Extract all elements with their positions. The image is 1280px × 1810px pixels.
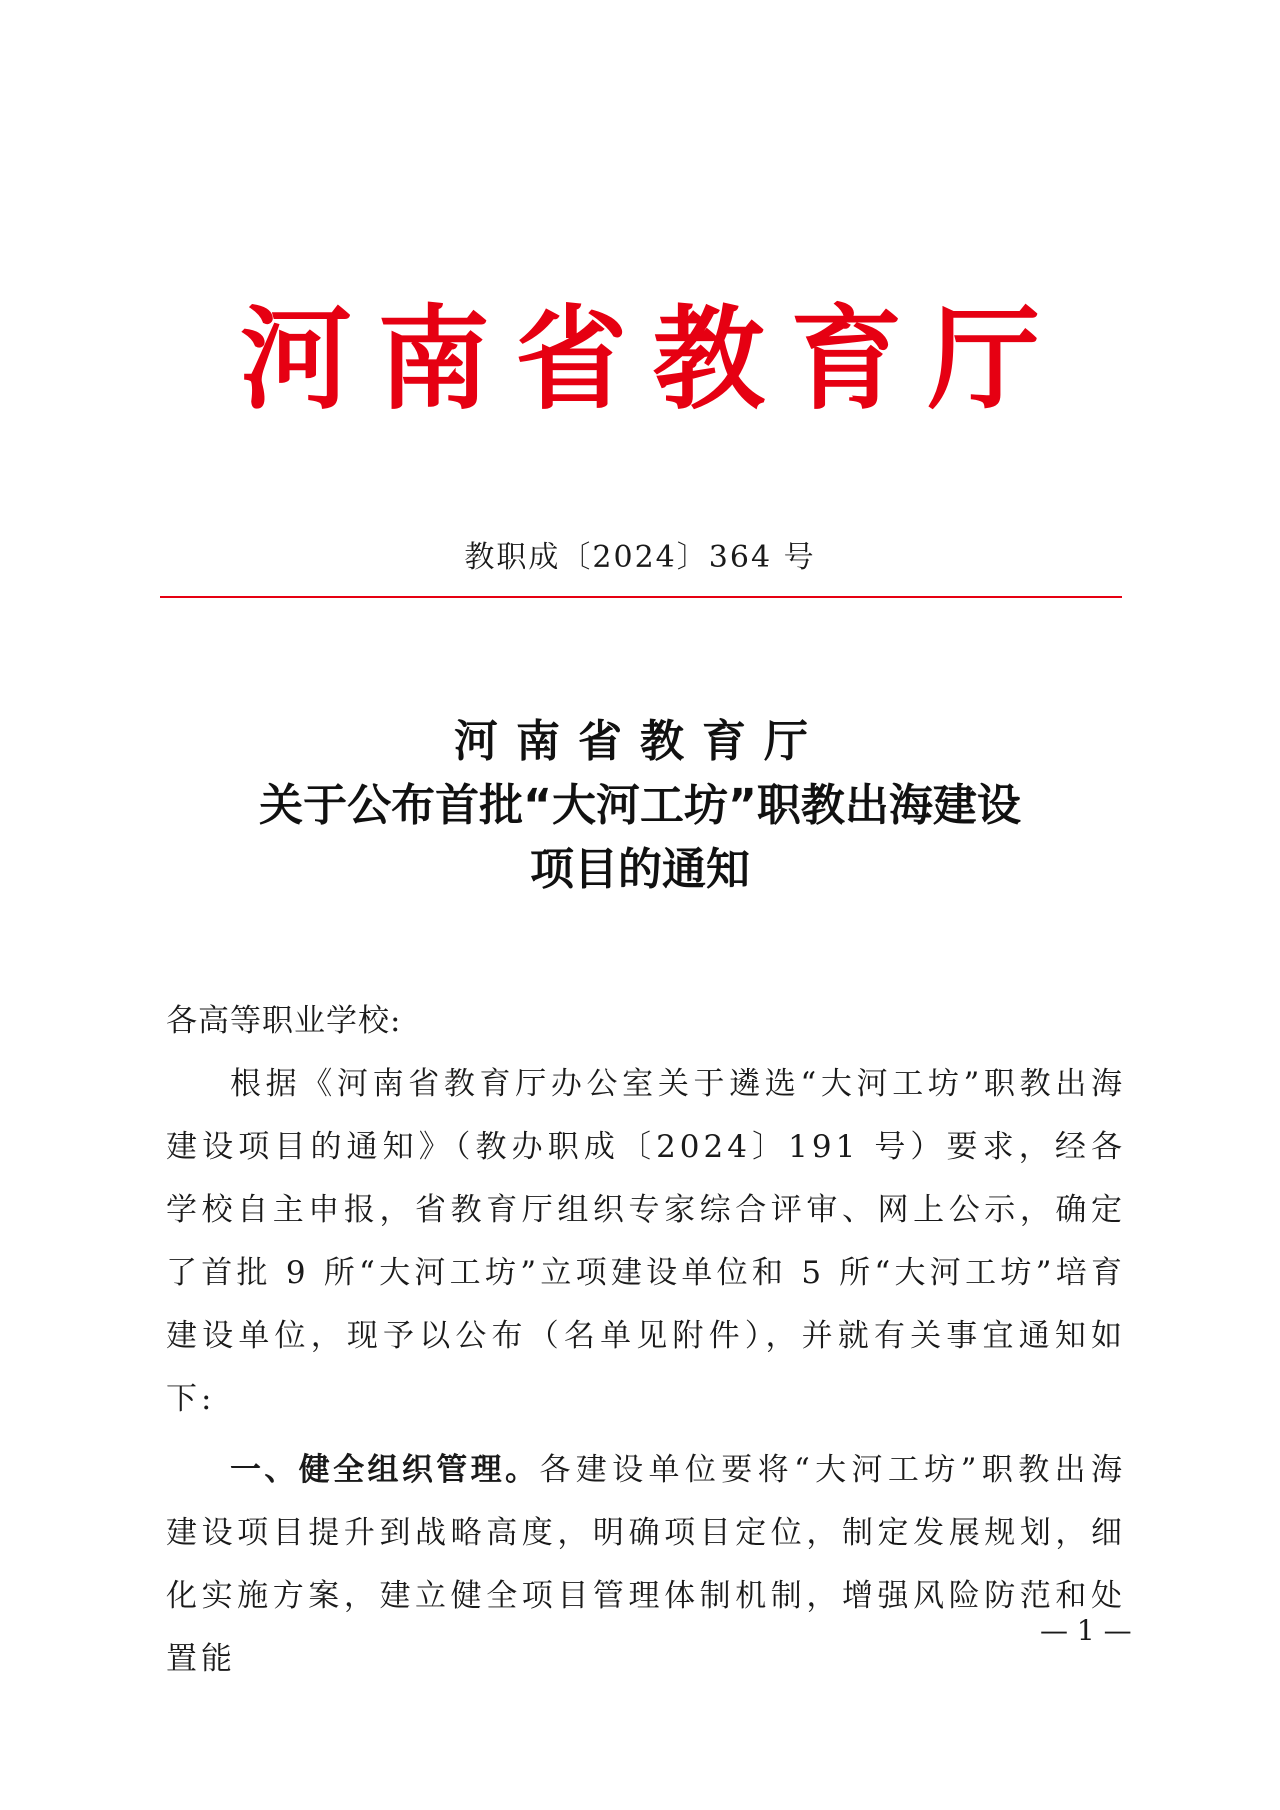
red-divider-rule — [160, 596, 1122, 598]
issuer-masthead — [160, 285, 1120, 435]
title-line-issuer: 河南省教育厅 — [454, 716, 826, 767]
section-text: 各建设单位要将“大河工坊”职教出海建设项目提升到战略高度，明确项目定位，制定发展规划，细化实施方案，建立健全项目管理体制机制，增强风险防范和处置能 — [166, 1452, 1127, 1677]
paragraph-section-1 — [166, 1439, 1126, 1691]
title-line-subject-end: 项目的通知 — [530, 844, 750, 895]
issuer-char: 河 — [240, 294, 352, 425]
paragraph-intro: 根据《河南省教育厅办公室关于遴选“大河工坊”职教出海建设项目的通知》（教办职成〔2024〕191 号）要求，经各学校自主申报，省教育厅组织专家综合评审、网上公示，确定了首批 9 所“大河工坊”立项建设单位和 5 所“大河工坊”培育建设单位，现予以公布（名单见附件），并就有关事宜通知如下: — [166, 1066, 1126, 1417]
document-title — [0, 710, 1280, 902]
issuer-char: 教 — [652, 294, 765, 425]
salutation: 各高等职业学校: — [166, 1003, 402, 1039]
page-number: — 1 — — [1040, 1614, 1132, 1647]
issuer-char: 省 — [515, 294, 628, 425]
issuer-char: 育 — [790, 294, 903, 425]
title-line-subject: 关于公布首批“大河工坊”职教出海建设 — [259, 780, 1021, 831]
section-heading: 一、健全组织管理。 — [230, 1452, 540, 1488]
document-number: 教职成〔2024〕364 号 — [464, 540, 816, 575]
issuer-char: 厅 — [927, 294, 1040, 425]
issuer-char: 南 — [377, 294, 490, 425]
document-body — [166, 990, 1126, 1691]
